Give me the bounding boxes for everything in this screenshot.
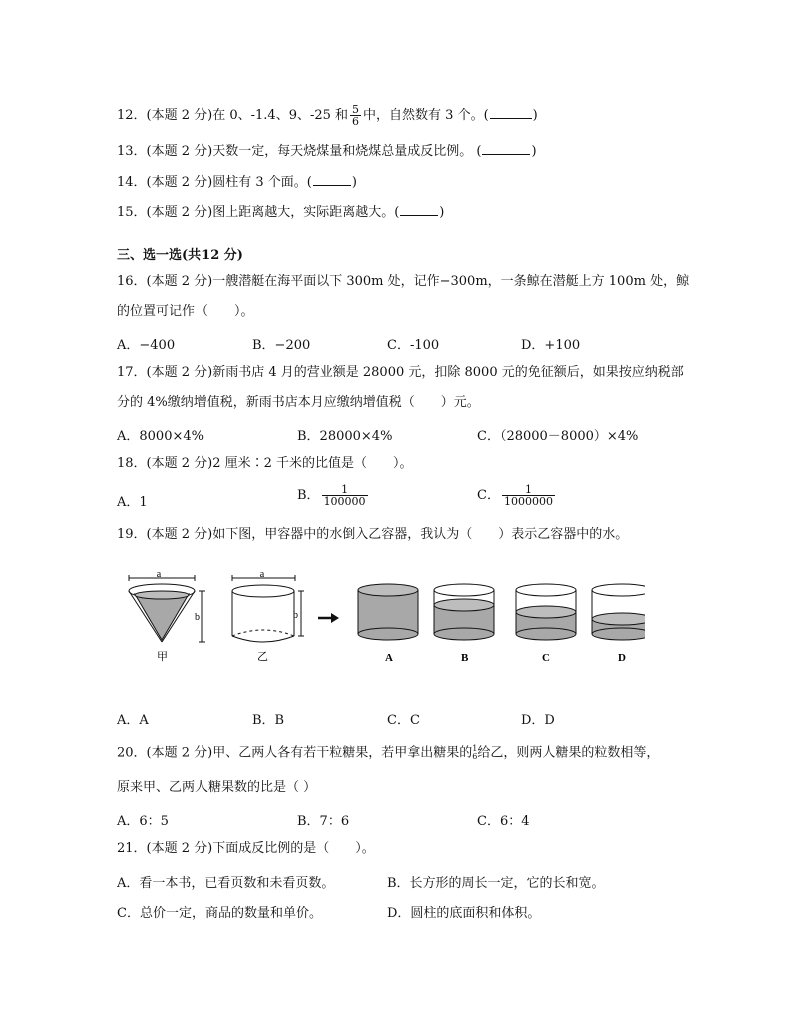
close-paren: ) xyxy=(439,205,445,220)
q21-option-a[interactable]: A．看一本书，已看页数和未看页数。 xyxy=(117,876,335,891)
label-yi: 乙 xyxy=(257,651,268,663)
q16-option-b[interactable]: B．−200 xyxy=(252,338,311,353)
q16-option-c[interactable]: C．-100 xyxy=(387,338,440,353)
answer-blank[interactable] xyxy=(490,106,532,119)
label-option-b: B xyxy=(461,652,469,664)
section-heading: 三、选一选(共12 分) xyxy=(117,248,243,263)
q13-text: 13．(本题 2 分)天数一定，每天烧煤量和烧煤总量成反比例。 ( xyxy=(117,144,482,159)
close-paren: ) xyxy=(351,175,357,190)
cylinder-option-b xyxy=(434,584,494,664)
question-15 xyxy=(117,203,444,221)
question-13 xyxy=(117,142,537,160)
q21-option-b[interactable]: B．长方形的周长一定，它的长和宽。 xyxy=(387,876,605,891)
label-a: a xyxy=(259,570,265,580)
q12-suffix: 中，自然数有 3 个。( xyxy=(363,108,489,123)
frac-den: 1000000 xyxy=(503,495,553,508)
frac-den: 100000 xyxy=(323,495,366,508)
fraction-5-6 xyxy=(350,104,361,127)
close-paren: ) xyxy=(531,144,537,159)
answer-blank[interactable] xyxy=(482,142,530,155)
question-20-line2: 原来甲、乙两人糖果数的比是（ ） xyxy=(117,780,317,795)
question-21: 21．(本题 2 分)下面成反比例的是（ ）。 xyxy=(117,841,375,856)
container-figure xyxy=(115,570,645,670)
label-option-c: C xyxy=(542,652,550,664)
q21-option-d[interactable]: D．圆柱的底面积和体积。 xyxy=(387,906,541,921)
q18-option-b[interactable] xyxy=(297,484,370,507)
q15-text: 15．(本题 2 分)图上距离越大，实际距离越大。( xyxy=(117,205,400,220)
close-paren: ) xyxy=(532,108,538,123)
label-option-a: A xyxy=(385,652,393,664)
q14-text: 14．(本题 2 分)圆柱有 3 个面。( xyxy=(117,175,312,190)
arrow-right-icon xyxy=(318,613,339,623)
cone-jia xyxy=(129,570,205,663)
q19-option-d[interactable]: D．D xyxy=(521,713,555,728)
question-19: 19．(本题 2 分)如下图，甲容器中的水倒入乙容器，我认为（ ）表示乙容器中的水。 xyxy=(117,527,629,542)
q17-option-b[interactable]: B．28000×4% xyxy=(297,429,393,444)
q17-option-c[interactable]: C．（28000－8000）×4% xyxy=(477,429,639,444)
q19-option-b[interactable]: B．B xyxy=(252,713,285,728)
q17-option-a[interactable]: A．8000×4% xyxy=(117,429,204,444)
fraction xyxy=(502,484,555,507)
q20-option-b[interactable]: B．7：6 xyxy=(297,814,350,829)
label-jia: 甲 xyxy=(157,651,168,663)
question-16-line2: 的位置可记作（ ）。 xyxy=(117,304,254,319)
option-prefix: C． xyxy=(477,488,500,503)
question-18: 18．(本题 2 分)2 厘米∶2 千米的比值是（ ）。 xyxy=(117,456,413,471)
frac-num: 1 xyxy=(322,484,368,496)
question-17-line1: 17．(本题 2 分)新雨书店 4 月的营业额是 28000 元，扣除 8000 元的免征额后，如果按应纳税部 xyxy=(117,365,684,380)
question-12 xyxy=(117,104,538,127)
answer-blank[interactable] xyxy=(400,203,438,216)
q18-option-a[interactable]: A．1 xyxy=(117,495,148,510)
q18-option-c[interactable] xyxy=(477,484,557,507)
fraction xyxy=(322,484,368,507)
q16-option-a[interactable]: A．−400 xyxy=(117,338,176,353)
cylinder-option-c xyxy=(516,584,576,664)
question-17-line2: 分的 4%缴纳增值税，新雨书店本月应缴纳增值税（ ）元。 xyxy=(117,395,480,410)
frac-num: 1 xyxy=(502,484,555,496)
frac-den: 6 xyxy=(352,115,360,128)
cylinder-option-d xyxy=(592,584,645,664)
question-14 xyxy=(117,173,357,191)
question-20-line1 xyxy=(117,745,659,762)
label-option-d: D xyxy=(618,652,626,664)
q21-option-c[interactable]: C．总价一定，商品的数量和单价。 xyxy=(117,906,322,921)
q16-option-d[interactable]: D．+100 xyxy=(521,338,581,353)
q19-option-c[interactable]: C．C xyxy=(387,713,420,728)
q20-text: 20．(本题 2 分)甲、乙两人各有若干粒糖果，若甲拿出糖果的 xyxy=(117,745,473,761)
label-b: b xyxy=(293,610,298,621)
frac-num: 5 xyxy=(352,103,360,116)
q20-suffix: 给乙，则两人糖果的粒数相等， xyxy=(477,745,660,761)
label-b: b xyxy=(195,612,200,623)
label-a: a xyxy=(156,570,162,580)
q12-text: 12．(本题 2 分)在 0、-1.4、9、-25 和 xyxy=(117,108,349,123)
answer-blank[interactable] xyxy=(313,173,351,186)
cylinder-option-a xyxy=(358,584,418,664)
option-prefix: B． xyxy=(297,488,320,503)
q20-option-c[interactable]: C．6：4 xyxy=(477,814,530,829)
frac-den: 6 xyxy=(472,752,478,761)
q19-option-a[interactable]: A．A xyxy=(117,713,149,728)
cylinder-yi xyxy=(232,570,304,663)
q20-option-a[interactable]: A．6：5 xyxy=(117,814,169,829)
frac-num: 1 xyxy=(472,744,478,753)
question-16-line1: 16．(本题 2 分)一艘潜艇在海平面以下 300m 处，记作−300m，一条鲸在潜艇上方 100m 处，鲸 xyxy=(117,274,690,289)
